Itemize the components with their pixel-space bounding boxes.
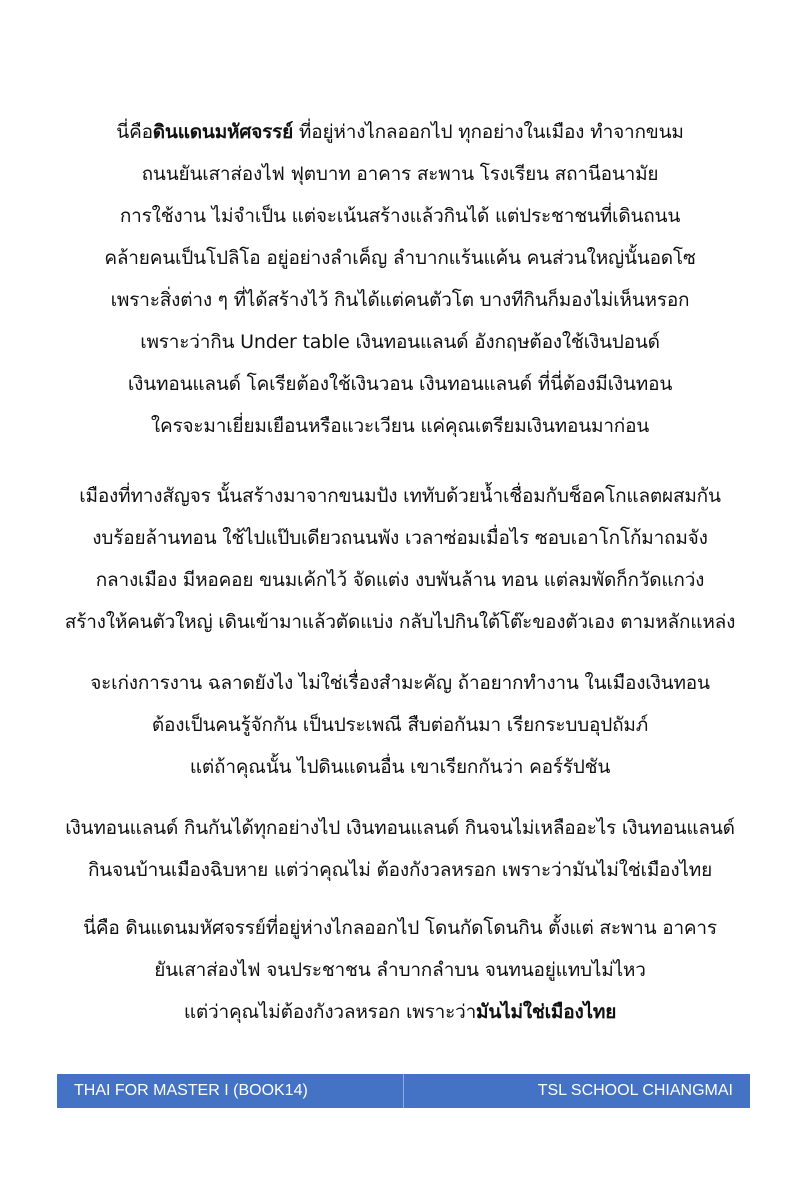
line-text: นี่คือ (116, 121, 153, 143)
page-footer (57, 1074, 750, 1108)
poem-line: จะเก่งการงาน ฉลาดยังไง ไม่ใช่เรื่องสำมะคัญ ถ้าอยากทำงาน ในเมืองเงินทอน (90, 672, 710, 694)
footer-book-title (57, 1074, 404, 1108)
stanza-2 (0, 475, 800, 643)
poem-line: เพราะว่ากิน Under table เงินทอนแลนด์ อังกฤษต้องใช้เงินปอนด์ (140, 331, 660, 353)
poem-line: สร้างให้คนตัวใหญ่ เดินเข้ามาแล้วตัดแบ่ง กลับไปกินใต้โต๊ะของตัวเอง ตามหลักแหล่ง (64, 611, 736, 633)
stanza-4 (0, 807, 800, 891)
poem-line: คล้ายคนเป็นโปลิโอ อยู่อย่างลำเค็ญ ลำบากแร้นแค้น คนส่วนใหญ่นั้นอดโซ (104, 247, 696, 269)
footer-left-label: THAI FOR MASTER I (BOOK14) (74, 1082, 308, 1099)
poem-line: เงินทอนแลนด์ กินกันได้ทุกอย่างไป เงินทอนแลนด์ กินจนไม่เหลืออะไร เงินทอนแลนด์ (65, 817, 735, 839)
poem-line: ยันเสาส่องไฟ จนประชาชน ลำบากลำบน จนทนอยู่แทบไม่ไหว (154, 959, 646, 981)
poem-line: นี่คือ ดินแดนมหัศจรรย์ที่อยู่ห่างไกลออกไป โดนกัดโดนกิน ตั้งแต่ สะพาน อาคาร (83, 917, 717, 939)
poem-line: เพราะสิ่งต่าง ๆ ที่ได้สร้างไว้ กินได้แต่คนตัวโต บางทีกินก็มองไม่เห็นหรอก (110, 289, 690, 311)
poem-line (0, 991, 800, 1033)
footer-right-label: TSL SCHOOL CHIANGMAI (537, 1082, 733, 1099)
poem-line: ถนนยันเสาส่องไฟ ฟุตบาท อาคาร สะพาน โรงเรียน สถานีอนามัย (141, 163, 659, 185)
poem-line: กลางเมือง มีหอคอย ขนมเค้กไว้ จัดแต่ง งบพันล้าน ทอน แต่ลมพัดก็กวัดแกว่ง (95, 569, 705, 591)
poem-line: กินจนบ้านเมืองฉิบหาย แต่ว่าคุณไม่ ต้องกังวลหรอก เพราะว่ามันไม่ใช่เมืองไทย (87, 859, 713, 881)
poem-line: งบร้อยล้านทอน ใช้ไปแป๊บเดียวถนนพัง เวลาซ่อมเมื่อไร ซอบเอาโกโก้มาถมจัง (92, 527, 708, 549)
poem-line: การใช้งาน ไม่จำเป็น แต่จะเน้นสร้างแล้วกินได้ แต่ประชาชนที่เดินถนน (119, 205, 681, 227)
bold-phrase: ดินแดนมหัศจรรย์ (152, 121, 294, 143)
poem-line: เงินทอนแลนด์ โคเรียต้องใช้เงินวอน เงินทอนแลนด์ ที่นี่ต้องมีเงินทอน (127, 373, 673, 395)
poem-line: แต่ถ้าคุณนั้น ไปดินแดนอื่น เขาเรียกกันว่า คอร์รัปชัน (189, 756, 611, 778)
poem-line: ต้องเป็นคนรู้จักกัน เป็นประเพณี สืบต่อกันมา เรียกระบบอุปถัมภ์ (151, 714, 649, 736)
bold-phrase: มันไม่ใช่เมืองไทย (476, 1001, 617, 1023)
line-text: ที่อยู่ห่างไกลออกไป ทุกอย่างในเมือง ทำจากขนม (293, 121, 684, 143)
poem-line: ใครจะมาเยี่ยมเยือนหรือแวะเวียน แค่คุณเตรียมเงินทอนมาก่อน (150, 415, 650, 437)
poem-line (0, 111, 800, 153)
footer-school-name (404, 1074, 750, 1108)
stanza-1 (0, 111, 800, 447)
stanza-3 (0, 662, 800, 788)
line-text: แต่ว่าคุณไม่ต้องกังวลหรอก เพราะว่า (183, 1001, 477, 1023)
stanza-5 (0, 907, 800, 1033)
poem-line: เมืองที่ทางสัญจร นั้นสร้างมาจากขนมปัง เททับด้วยน้ำเชื่อมกับช็อคโกแลตผสมกัน (79, 485, 721, 507)
